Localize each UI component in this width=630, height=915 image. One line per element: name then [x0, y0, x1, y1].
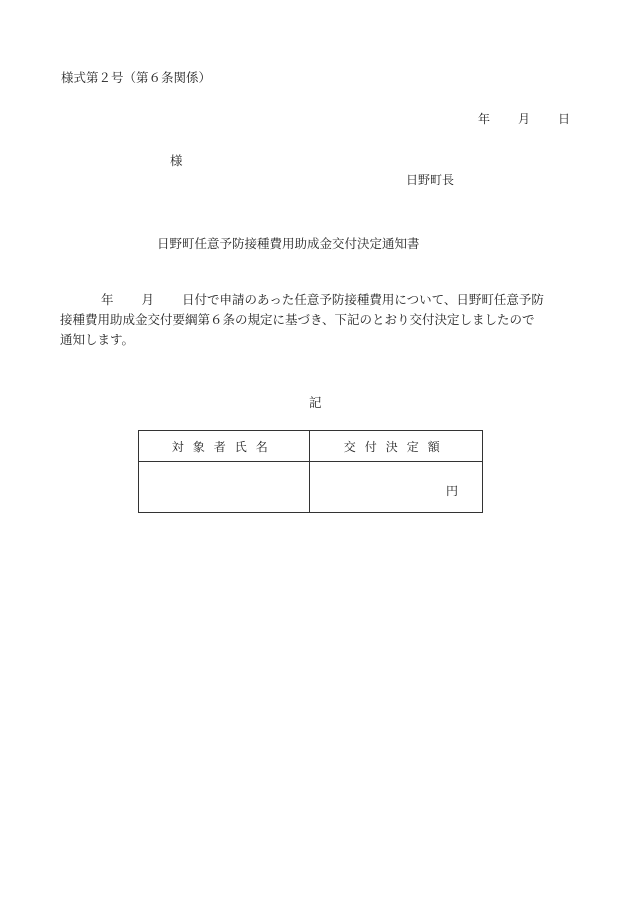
body-line-1	[60, 290, 580, 310]
date-line	[478, 110, 570, 127]
header-recipient-name: 対象者氏名	[139, 431, 310, 462]
body-line-2: 接種費用助成金交付要綱第６条の規定に基づき、下記のとおり交付決定しましたので	[60, 312, 535, 327]
form-number-label: 様式第２号（第６条関係）	[61, 70, 212, 85]
table-row	[139, 462, 483, 513]
amount-unit-label: 円	[445, 484, 458, 498]
body-line-3: 通知します。	[60, 332, 135, 347]
date-month-label: 月	[518, 112, 531, 126]
date-year-label: 年	[478, 112, 491, 126]
body-month-label: 月	[141, 292, 155, 307]
body-line-1-text: 日付で申請のあった任意予防接種費用について、日野町任意予防	[182, 292, 544, 307]
recipient-name-cell	[139, 462, 310, 513]
note-heading: 記	[309, 395, 322, 410]
date-day-label: 日	[558, 112, 571, 126]
addressee-honorific: 様	[170, 153, 183, 168]
sender-name: 日野町長	[406, 173, 455, 187]
table-header-row	[139, 431, 483, 462]
decision-amount-cell	[310, 462, 483, 513]
document-title: 日野町任意予防接種費用助成金交付決定通知書	[157, 236, 420, 251]
header-decision-amount: 交付決定額	[310, 431, 483, 462]
body-paragraph	[60, 290, 580, 350]
body-year-label: 年	[101, 292, 114, 307]
grant-decision-table	[138, 430, 483, 513]
